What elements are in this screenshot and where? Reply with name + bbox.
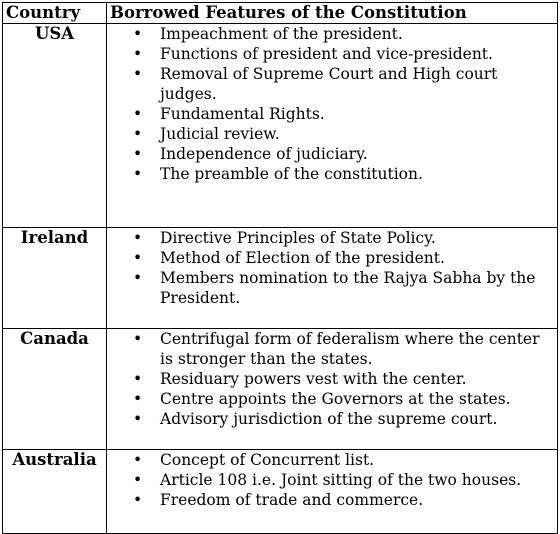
feature-text: Residuary powers vest with the center. xyxy=(160,370,467,388)
bullet-icon: • xyxy=(133,390,143,408)
bullet-icon: • xyxy=(133,451,143,469)
list-item xyxy=(107,389,557,409)
bullet-icon: • xyxy=(133,410,143,428)
features-cell xyxy=(107,329,558,450)
features-cell xyxy=(107,228,558,329)
list-item xyxy=(107,104,557,124)
bullet-icon: • xyxy=(133,269,143,287)
country-cell: Ireland xyxy=(3,228,107,329)
table-row xyxy=(3,228,558,329)
features-cell xyxy=(107,24,558,228)
list-item xyxy=(107,228,557,248)
bullet-icon: • xyxy=(133,370,143,388)
bullet-icon: • xyxy=(133,25,143,43)
feature-text: Article 108 i.e. Joint sitting of the two houses. xyxy=(160,471,522,489)
bullet-icon: • xyxy=(133,145,143,163)
feature-text: Judicial review. xyxy=(160,125,280,143)
feature-text: Members nomination to the Rajya Sabha by the President. xyxy=(160,269,536,307)
list-item xyxy=(107,24,557,44)
list-item xyxy=(107,64,557,104)
bullet-icon: • xyxy=(133,105,143,123)
table-row xyxy=(3,329,558,450)
feature-list xyxy=(107,450,557,510)
country-cell: USA xyxy=(3,24,107,228)
bullet-icon: • xyxy=(133,229,143,247)
feature-text: Functions of president and vice-president. xyxy=(160,45,493,63)
feature-text: Method of Election of the president. xyxy=(160,249,445,267)
list-item xyxy=(107,450,557,470)
list-item xyxy=(107,369,557,389)
list-item xyxy=(107,164,557,184)
borrowed-features-table xyxy=(2,2,558,534)
bullet-icon: • xyxy=(133,330,143,348)
list-item xyxy=(107,44,557,64)
table-row xyxy=(3,24,558,228)
list-item xyxy=(107,329,557,369)
bullet-icon: • xyxy=(133,471,143,489)
list-item xyxy=(107,248,557,268)
bullet-icon: • xyxy=(133,491,143,509)
features-column-header: Borrowed Features of the Constitution xyxy=(107,3,558,24)
feature-text: Freedom of trade and commerce. xyxy=(160,491,424,509)
list-item xyxy=(107,268,557,308)
country-column-header: Country xyxy=(3,3,107,24)
list-item xyxy=(107,409,557,429)
feature-list xyxy=(107,24,557,184)
country-cell: Canada xyxy=(3,329,107,450)
feature-text: Centrifugal form of federalism where the center is stronger than the states. xyxy=(160,330,540,368)
bullet-icon: • xyxy=(133,125,143,143)
feature-text: Removal of Supreme Court and High court judges. xyxy=(160,65,498,103)
bullet-icon: • xyxy=(133,249,143,267)
feature-text: Independence of judiciary. xyxy=(160,145,368,163)
feature-text: Concept of Concurrent list. xyxy=(160,451,375,469)
header-row xyxy=(3,3,558,24)
bullet-icon: • xyxy=(133,165,143,183)
feature-list xyxy=(107,228,557,308)
features-cell xyxy=(107,450,558,534)
feature-text: Directive Principles of State Policy. xyxy=(160,229,436,247)
country-cell: Australia xyxy=(3,450,107,534)
bullet-icon: • xyxy=(133,65,143,83)
list-item xyxy=(107,124,557,144)
list-item xyxy=(107,490,557,510)
feature-list xyxy=(107,329,557,429)
bullet-icon: • xyxy=(133,45,143,63)
feature-text: The preamble of the constitution. xyxy=(160,165,423,183)
table-row xyxy=(3,450,558,534)
feature-text: Centre appoints the Governors at the states. xyxy=(160,390,511,408)
list-item xyxy=(107,470,557,490)
feature-text: Impeachment of the president. xyxy=(160,25,403,43)
list-item xyxy=(107,144,557,164)
feature-text: Fundamental Rights. xyxy=(160,105,325,123)
feature-text: Advisory jurisdiction of the supreme court. xyxy=(160,410,498,428)
